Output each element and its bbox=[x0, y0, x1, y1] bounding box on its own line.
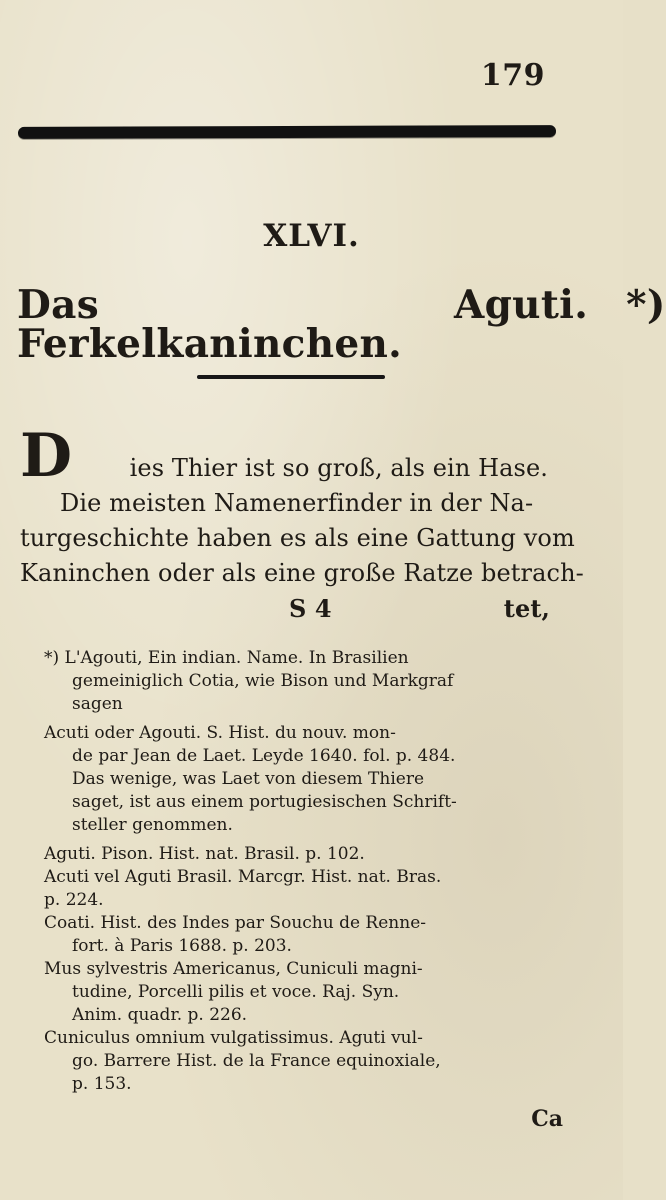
catchword: tet, bbox=[503, 594, 550, 623]
note-line-11: p. 224. bbox=[44, 890, 104, 910]
note-line-4: Acuti oder Agouti. S. Hist. du nouv. mon- bbox=[44, 723, 396, 743]
note-line-14: Mus sylvestris Americanus, Cuniculi magni- bbox=[44, 959, 423, 979]
note-line-7: saget, ist aus einem portugiesischen Schrift- bbox=[72, 792, 457, 812]
section-rule bbox=[197, 375, 385, 379]
note-line-18: go. Barrere Hist. de la France equinoxiale, bbox=[72, 1051, 441, 1071]
note-line-12: Coati. Hist. des Indes par Souchu de Renne- bbox=[44, 913, 426, 933]
note-line-5: de par Jean de Laet. Leyde 1640. fol. p. 484. bbox=[72, 746, 456, 766]
chapter-heading: XLVI. bbox=[263, 218, 360, 254]
note-line-10: Acuti vel Aguti Brasil. Marcgr. Hist. nat. Bras. bbox=[44, 867, 442, 887]
note-line-2: gemeiniglich Cotia, wie Bison und Markgraf bbox=[72, 671, 454, 691]
title-latin: Aguti. bbox=[454, 282, 589, 328]
note-line-13: fort. à Paris 1688. p. 203. bbox=[72, 936, 292, 956]
body-line-1 bbox=[20, 421, 548, 491]
note-line-9: Aguti. Pison. Hist. nat. Brasil. p. 102. bbox=[44, 844, 365, 864]
note-line-17: Cuniculus omnium vulgatissimus. Aguti vul- bbox=[44, 1028, 423, 1048]
note-line-1: *) L'Agouti, Ein indian. Name. In Brasilien bbox=[44, 648, 409, 668]
note-line-15: tudine, Porcelli pilis et voce. Raj. Syn. bbox=[72, 982, 400, 1002]
note-line-6: Das wenige, was Laet von diesem Thiere bbox=[72, 769, 425, 789]
body-line-3: turgeschichte haben es als eine Gattung vom bbox=[20, 524, 575, 552]
footnotes bbox=[44, 647, 556, 1096]
title-main: Das Ferkelkaninchen. bbox=[17, 282, 403, 367]
page-title bbox=[17, 282, 666, 367]
signature-row bbox=[20, 591, 550, 626]
body-line-4: Kaninchen oder als eine große Ratze betrach- bbox=[20, 559, 584, 587]
body-first-line-rest: ies Thier ist so groß, als ein Hase. bbox=[129, 454, 548, 482]
note-line-3: sagen bbox=[72, 694, 123, 714]
note-line-16: Anim. quadr. p. 226. bbox=[72, 1005, 248, 1025]
dropcap: D bbox=[20, 421, 73, 491]
footer-signature: Ca bbox=[531, 1106, 563, 1132]
top-rule bbox=[18, 125, 556, 139]
note-line-19: p. 153. bbox=[72, 1074, 132, 1094]
signature-mark: S 4 bbox=[289, 594, 332, 623]
title-mark: *) bbox=[626, 282, 666, 328]
body-line-2: Die meisten Namenerfinder in der Na- bbox=[60, 489, 534, 517]
note-line-8: steller genommen. bbox=[72, 815, 233, 835]
page-number: 179 bbox=[480, 58, 545, 93]
body-text bbox=[20, 421, 584, 626]
